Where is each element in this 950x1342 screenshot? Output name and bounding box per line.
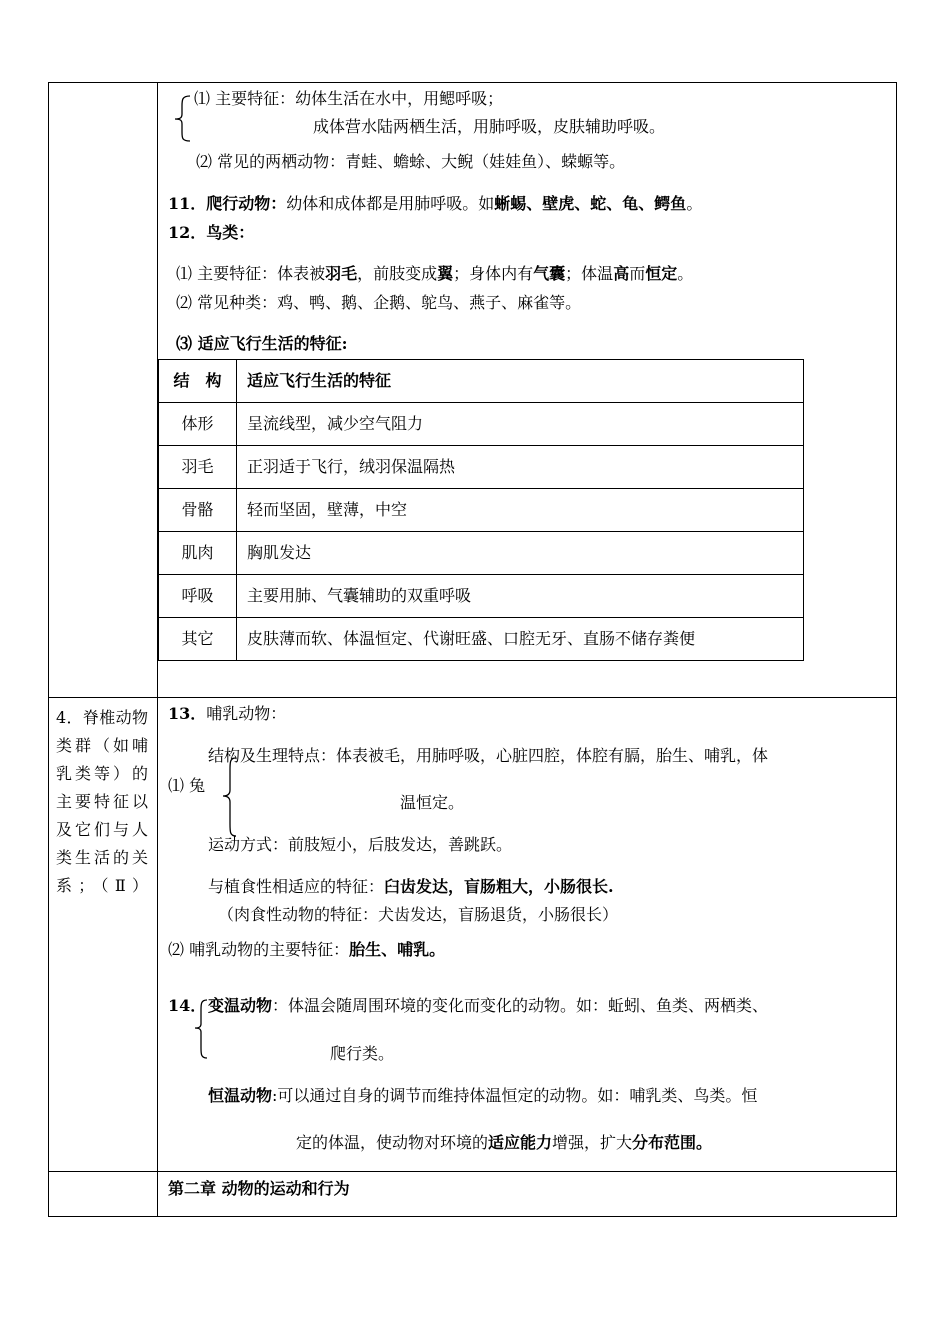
row-divider-2 (48, 1171, 897, 1172)
table-row: 骨骼 轻而坚固，壁薄，中空 (159, 489, 804, 532)
mammal-herbivore: 与植食性相适应的特征：臼齿发达，盲肠粗大，小肠很长. (208, 877, 614, 896)
table-top-border (48, 82, 897, 83)
warm-blooded-line2: 定的体温，使动物对环境的适应能力增强，扩大分布范围。 (296, 1133, 713, 1152)
amphibian-feature-line2: 成体营水陆两栖生活，用肺呼吸，皮肤辅助呼吸。 (313, 117, 666, 136)
cold-blooded-line2: 爬行类。 (330, 1044, 395, 1063)
cold-blooded-line1: 变温动物：体温会随周围环境的变化而变化的动物。如：蚯蚓、鱼类、两栖类、 (208, 996, 769, 1015)
reptile-line: 11．爬行动物：幼体和成体都是用肺呼吸。如蜥蜴、壁虎、蛇、龟、鳄鱼。 (168, 194, 703, 213)
amphibian-common: ⑵ 常见的两栖动物：青蛙、蟾蜍、大鲵（娃娃鱼）、蝾螈等。 (196, 152, 626, 171)
bird-heading: 12．鸟类： (168, 223, 255, 242)
amphibian-feature-line1: ⑴ 主要特征：幼体生活在水中，用鳃呼吸； (194, 89, 504, 108)
brace-icon (172, 92, 194, 144)
row-divider-1 (48, 697, 897, 698)
bird-features: ⑴ 主要特征：体表被羽毛，前肢变成翼；身体内有气囊；体温高而恒定。 (176, 264, 694, 283)
bird-adapt-heading: ⑶ 适应飞行生活的特征: (176, 334, 348, 353)
table-header-row (159, 360, 804, 403)
mammal-structure-line1: 结构及生理特点：体表被毛，用肺呼吸，心脏四腔，体腔有膈，胎生、哺乳，体 (208, 746, 769, 765)
mammal-heading: 13．哺乳动物： (168, 704, 287, 723)
table-row: 肌肉 胸肌发达 (159, 532, 804, 575)
table-left-border (48, 82, 49, 1217)
table-row: 体形 呈流线型，减少空气阻力 (159, 403, 804, 446)
brace-icon (220, 756, 240, 838)
topic-label: 4．脊椎动物类群（如哺乳类等）的主要特征以及它们与人类生活的关系；（Ⅱ） (56, 708, 148, 895)
table-bottom-border (48, 1216, 897, 1217)
table-row: 其它 皮肤薄而软、体温恒定、代谢旺盛、口腔无牙、直肠不储存粪便 (159, 618, 804, 661)
mammal-structure-line2: 温恒定。 (400, 793, 465, 812)
header-feature: 适应飞行生活的特征 (237, 360, 804, 403)
temperature-num: 14． (168, 996, 207, 1015)
warm-blooded-line1: 恒温动物:可以通过自身的调节而维持体温恒定的动物。如：哺乳类、鸟类。恒 (208, 1086, 758, 1105)
table-row: 羽毛 正羽适于飞行，绒羽保温隔热 (159, 446, 804, 489)
bird-species: ⑵ 常见种类：鸡、鸭、鹅、企鹅、鸵鸟、燕子、麻雀等。 (176, 293, 582, 312)
mammal-main-features: ⑵ 哺乳动物的主要特征：胎生、哺乳。 (168, 940, 446, 959)
header-structure: 结 构 (159, 360, 237, 403)
mammal-carnivore: （肉食性动物的特征：犬齿发达，盲肠退货，小肠很长） (218, 905, 619, 924)
chapter-title: 第二章 动物的运动和行为 (168, 1179, 350, 1198)
table-right-border (896, 82, 897, 1217)
flight-feature-table (158, 359, 804, 661)
mammal-movement: 运动方式：前肢短小，后肢发达，善跳跃。 (208, 835, 513, 854)
table-row: 呼吸 主要用肺、气囊辅助的双重呼吸 (159, 575, 804, 618)
mammal-rabbit-label: ⑴ 兔 (168, 776, 206, 795)
